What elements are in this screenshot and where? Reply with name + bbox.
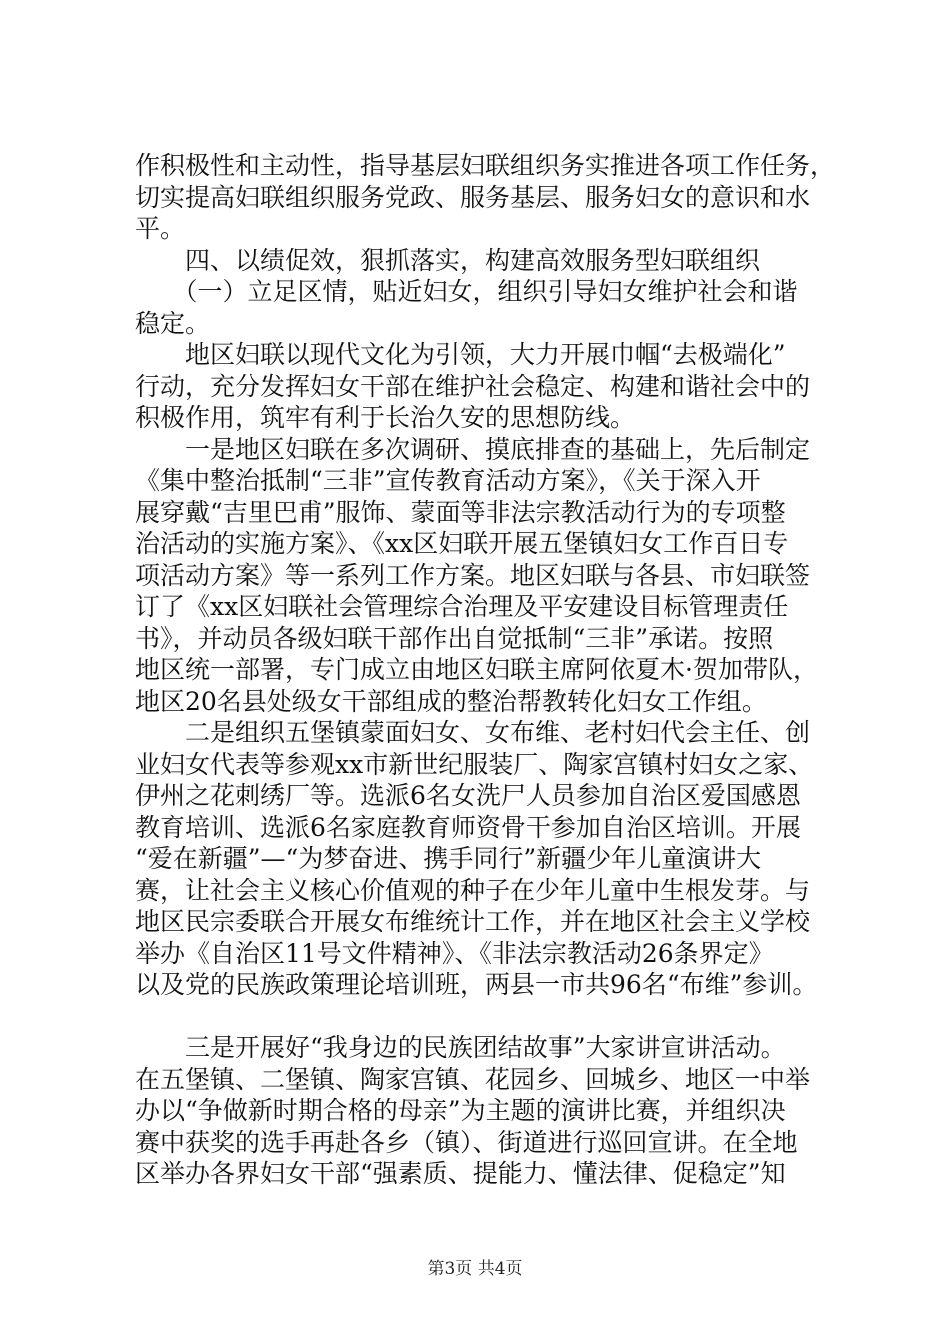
text-line: 赛，让社会主义核心价值观的种子在少年儿童中生根发芽。与	[135, 875, 811, 905]
text-line: 在五堡镇、二堡镇、陶家宫镇、花园乡、回城乡、地区一中举	[135, 1064, 811, 1094]
text-line: “爱在新疆”—“为梦奋进、携手同行”新疆少年儿童演讲大	[135, 844, 762, 873]
text-line: （一）立足区情，贴近妇女，组织引导妇女维护社会和谐	[135, 277, 798, 306]
text-line: 地区妇联以现代文化为引领，大力开展巾帼“去极端化”	[135, 340, 786, 369]
text-line: 赛中获奖的选手再赴各乡（镇）、街道进行巡回宣讲。在全地	[135, 1127, 798, 1157]
text-line: 地区20名县处级女干部组成的整治帮教转化妇女工作组。	[135, 686, 767, 716]
text-line: 平。	[135, 214, 186, 243]
text-line: 一是地区妇联在多次调研、摸底排查的基础上，先后制定	[135, 434, 811, 464]
text-line: 办以“争做新时期合格的母亲”为主题的演讲比赛，并组织决	[135, 1096, 786, 1125]
text-line: 《集中整治抵制“三非”宣传教育活动方案》，《关于深入开	[135, 466, 761, 495]
body-text	[135, 150, 835, 1190]
page-footer: 第3页 共4页	[427, 1259, 523, 1279]
text-line: 以及党的民族政策理论培训班，两县一市共96名“布维”参训。	[135, 970, 818, 999]
text-line: 业妇女代表等参观xx市新世纪服装厂、陶家宫镇村妇女之家、	[135, 749, 814, 779]
text-line: 治活动的实施方案》、《xx区妇联开展五堡镇妇女工作百日专	[135, 529, 789, 558]
text-line: 作积极性和主动性，指导基层妇联组织务实推进各项工作任务，	[135, 151, 836, 180]
text-line: 稳定。	[135, 308, 211, 338]
text-line: 订了《xx区妇联社会管理综合治理及平安建设目标管理责任	[135, 592, 789, 621]
text-line: 项活动方案》等一系列工作方案。地区妇联与各县、市妇联签	[135, 560, 811, 590]
text-line: 四、以绩促效，狠抓落实，构建高效服务型妇联组织	[135, 245, 761, 275]
text-line: 行动，充分发挥妇女干部在维护社会稳定、构建和谐社会中的	[135, 371, 811, 401]
paragraph-gap	[135, 1001, 835, 1033]
text-line: 积极作用，筑牢有利于长治久安的思想防线。	[135, 403, 636, 432]
text-line: 展穿戴“吉里巴甫”服饰、蒙面等非法宗教活动行为的专项整	[135, 497, 786, 527]
text-line: 切实提高妇联组织服务党政、服务基层、服务妇女的意识和水	[135, 182, 811, 212]
text-line: 三是开展好“我身边的民族团结故事”大家讲宣讲活动。	[135, 1033, 786, 1062]
text-line: 举办《自治区11号文件精神》、《非法宗教活动26条界定》	[135, 938, 774, 968]
text-line: 地区统一部署，专门成立由地区妇联主席阿依夏木·贺加带队，	[135, 655, 818, 684]
text-line: 二是组织五堡镇蒙面妇女、女布维、老村妇代会主任、创	[135, 718, 811, 747]
text-line: 教育培训、选派6名家庭教育师资骨干参加自治区培训。开展	[135, 812, 801, 842]
text-line: 地区民宗委联合开展女布维统计工作，并在地区社会主义学校	[135, 907, 811, 936]
text-line: 区举办各界妇女干部“强素质、提能力、懂法律、促稳定”知	[135, 1159, 786, 1188]
text-line: 伊州之花刺绣厂等。选派6名女洗尸人员参加自治区爱国感恩	[135, 781, 801, 810]
text-line: 书》，并动员各级妇联干部作出自觉抵制“三非”承诺。按照	[135, 623, 774, 653]
